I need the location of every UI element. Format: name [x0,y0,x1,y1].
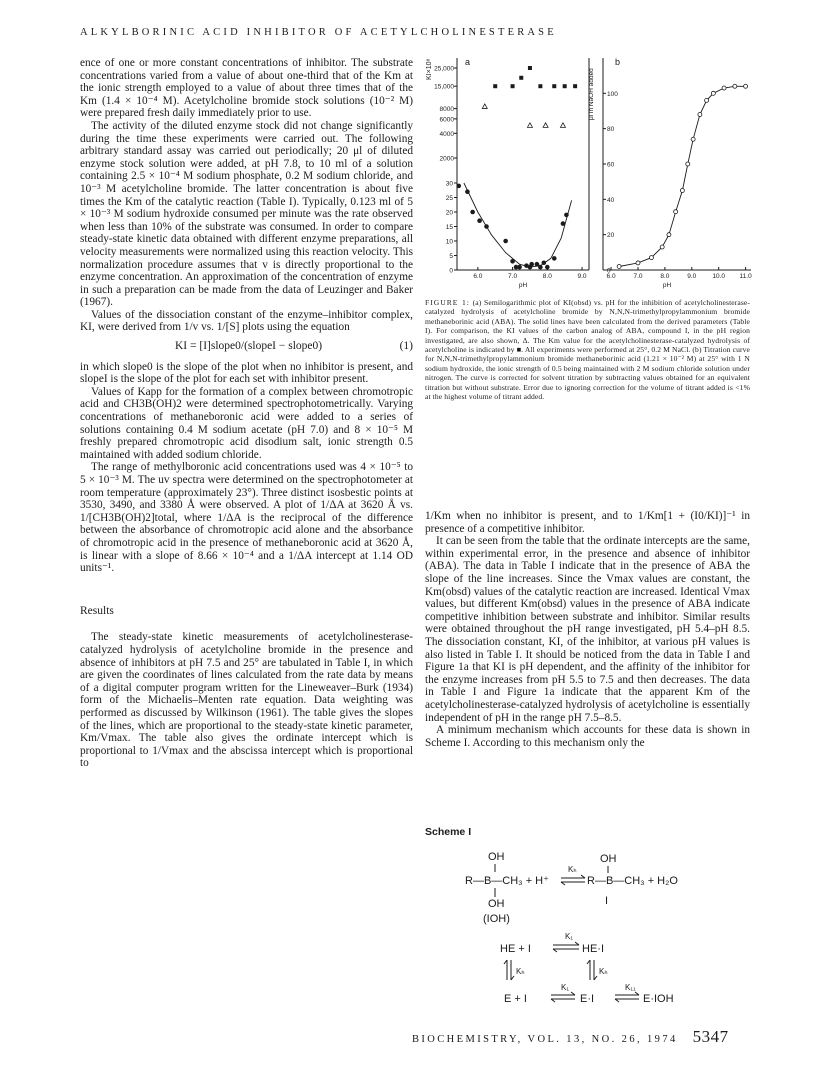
ki-aba-point [538,265,543,270]
vertical-equilibrium-arrow [587,960,597,980]
b-x-tick-label: 8.0 [660,273,670,280]
km-square-point [519,76,523,80]
equilibrium-arrow [561,875,585,885]
a-fitted-curve [464,183,572,267]
a-y-tick-label: 4000 [439,130,454,138]
equilibrium-arrow [553,942,579,952]
titration-point [649,256,653,260]
titration-point [711,91,715,95]
scheme-title: Scheme I [425,826,472,838]
a-y-tick-label: 25 [445,195,453,202]
a-y-axis-label: KI×10⁸ [426,58,433,80]
he-plus-i: HE + I [500,943,531,955]
a-y-tick-label: 2000 [439,155,454,163]
e-ioh-complex: E·IOH [643,993,674,1005]
paragraph: The steady-state kinetic measurements of acetylcholinesterase-catalyzed hydrolysis of acetylcholine bromide in the presence and absence of inhibitors at pH 7.5 and 25° are tabulated in Table I, in which are given the coordinates of lines calculated from the rate data by means of a digital computer program written for the Lineweaver–Burk (1934) form of the Michaelis–Menten rate equation. Data weighting was performed as discussed by Wilkinson (1961). The table gives the slopes of the lines, which are proportional to the steady-state kinetic parameter, Km/Vmax. The table also gives the ordinate intercept which is proportional to 1/Vmax and the abscissa intercept which is proportional to [80,631,413,770]
km-square-point [573,84,577,88]
e-plus-i: E + I [504,993,527,1005]
a-y-tick-label: 8000 [439,106,454,114]
i-label: I [605,895,609,907]
ki-aba-point [542,260,547,265]
ki-aba-point [545,265,550,270]
panel-a [426,57,589,289]
ki-aba-point [517,265,522,270]
paragraph: A minimum mechanism which accounts for these data is shown in Scheme I. According to this mechanism only the [425,724,750,749]
km-square-point [511,84,515,88]
titration-point [617,264,621,268]
a-y-tick-label: 25,000 [434,65,454,73]
paragraph: 1/Km when no inhibitor is present, and to 1/Km[1 + (I0/KI)]⁻¹ in presence of a competitive inhibitor. [425,510,750,535]
titration-point [680,189,684,193]
right-column [425,510,750,749]
km-square-point [563,84,567,88]
ki-aba-point [484,224,489,229]
paragraph: in which slope0 is the slope of the plot when no inhibitor is present, and slopeI is the slope of the plot for each set with inhibitor present. [80,360,413,386]
ioh-label: (IOH) [483,913,510,925]
a-y-tick-label: 15,000 [434,83,454,91]
equilibrium-arrow [615,992,639,1002]
titration-point [686,162,690,166]
k1-label: K₁ [565,932,574,941]
kh-left-label: Kₕ [516,967,525,976]
i-formula: R—B—CH₃ + H₂O [587,875,678,887]
oh-bottom: OH [488,898,505,910]
km-square-point [552,84,556,88]
b-y-tick-label: 40 [607,196,615,204]
running-head: ALKYLBORINIC ACID INHIBITOR OF ACETYLCHOLINESTERASE [80,27,557,38]
k-label: Kₕ [568,865,577,874]
ki-aba-point [503,239,508,244]
titration-point [698,113,702,117]
a-y-tick-label: 30 [445,180,453,188]
b-y-axis-label: μl in NaOH added [588,68,595,120]
b-y-tick-label: 80 [607,126,615,134]
caption-text: (a) Semilogarithmic plot of KI(obsd) vs. pH for the inhibition of acetylcholinesterase-catalyzed hydrolysis of acetylcholine bromide by N,N,N-trimethylpropylammonium bromide methaneborinic acid (ABA). The solid lines have been calculated from the derived parameters (Table I). For comparison, the KI values of the carbon analog of ABA, compound I, in the pH region investigated, are also shown, Δ. The Km value for the acetylcholinesterase-catalyzed hydrolysis of acetylcholine is indicated by ■. All experiments were performed at 25°, 0.2 M NaCl. (b) Titration curve for N,N,N-trimethylpropylammonium bromide methaneborinic acid (1.21 × 10⁻² M) at 25° with 1 N sodium hydroxide, the ionic strength of 0.5 being maintained with 2 M sodium chloride solution under nitrogen. The curve is corrected for solvent titration by subtracting values obtained for an equivalent titration but without substrate. Error due to ignoring correction for the volume of titrant added is <1% at the highest volume of titrant added. [425,298,750,402]
k11-label: K₁₁ [625,983,636,992]
titration-point [705,98,709,102]
a-x-tick-label: 7.0 [508,273,518,280]
ki-carbon-analog-point [543,123,548,128]
ki-aba-point [529,262,534,267]
km-square-point [528,66,532,70]
ki-aba-point [552,256,557,261]
figure-1 [425,50,755,295]
ki-aba-point [477,218,482,223]
a-x-tick-label: 9.0 [577,273,587,280]
a-y-tick-label: 5 [449,253,453,260]
titration-point [691,137,695,141]
scheme-1 [425,840,750,1025]
titration-point [674,210,678,214]
ki-aba-point [510,259,515,264]
paragraph: The range of methylboronic acid concentrations used was 4 × 10⁻⁵ to 5 × 10⁻³ M. The uv spectra were determined on the spectrophotometer at room temperature (approximately 23°). Three distinct isosbestic points at 3530, 3490, and 3380 Å were observed. A plot of 1/ΔA at 3620 Å vs. 1/[CH3B(OH)2]total, where 1/ΔA is the reciprocal of the difference between the absorbance of chromotropic acid alone and the absorbance of chromotropic acid in the presence of methaneboronic acid at 3620 Å, is linear with a slope of 8.66 × 10⁻⁴ and a 1/ΔA intercept at 1.14 OD units⁻¹. [80,461,413,575]
km-square-point [538,84,542,88]
ki-aba-point [564,213,569,218]
b-x-tick-label: 7.0 [633,273,643,280]
paragraph: It can be seen from the table that the ordinate intercepts are the same, within experimental error, in the presence and absence of inhibitor (ABA). The data in Table I indicate that in the presence of ABA the slope of the line increases. Since the Vmax values are constant, the Km(obsd) values of the catalytic reaction are increased. Identical Vmax values, but different Km(obsd) values in the presence of ABA indicate competitive inhibition between substrate and inhibitor. Similar results were obtained throughout the pH range investigated, pH 5.4–pH 8.5. The dissociation constant, KI, of the inhibitor, at various pH values is also listed in Table I. It should be noticed from the data in Table I and Figure 1a that KI is pH dependent, and the affinity of the inhibitor for the enzyme increases from pH 5.5 to 7.5 and then decreases. The data in Table I and Figure 1a indicate that the apparent Km of the acetylcholinesterase-catalyzed hydrolysis of acetylcholine is essentially independent of pH in the range pH 7.5–8.5. [425,535,750,724]
equation-number: (1) [399,340,413,353]
equation-1 [80,340,413,353]
titration-curve [619,86,746,266]
b-y-tick-label: 60 [607,161,615,169]
left-column [80,57,413,770]
titration-point [667,233,671,237]
journal-citation: BIOCHEMISTRY, VOL. 13, NO. 26, 1974 [412,1034,678,1045]
b-y-tick-label: 0 [607,267,611,275]
he-i-complex: HE·I [582,943,604,955]
ki-carbon-analog-point [560,123,565,128]
equilibrium-arrow [551,992,575,1002]
equation-text: KI = [I]slope0/(slopeI − slope0) [175,340,323,353]
page-footer [412,1027,729,1047]
paragraph: Values of Kapp for the formation of a complex between chromotropic acid and CH3B(OH)2 were determined spectrophotometrically. Varying concentrations of methaneboronic acid were added to a series of solutions containing 0.4 M sodium acetate (pH 7.0) and 8 × 10⁻⁵ M freshly prepared chromotropic acid disodium salt, ionic strength 0.5 maintained with added sodium chloride. [80,385,413,461]
a-x-axis-label: pH [518,282,528,289]
ki-carbon-analog-point [527,123,532,128]
b-x-tick-label: 6.0 [606,273,616,280]
paragraph: The activity of the diluted enzyme stock did not change significantly during the time these experiments were carried out. The following arbitrary standard assay was carried out periodically; 20 μl of diluted enzyme stock solution were added, at pH 7.8, to 10 ml of a solution containing 2.5 × 10⁻⁴ M sodium phosphate, 0.2 M sodium chloride, and 10⁻³ M acetylcholine bromide. The latter concentration is about five times the Km of the catalytic reaction (Table I). Typically, 0.123 ml of 5 × 10⁻³ M sodium hydroxide consumed per minute was the rate observed when less than 10% of the substrate was consumed. In order to compare steady-state kinetic data obtained with different enzyme preparations, all velocity measurements were normalized using this reaction velocity. This normalization procedure assumes that v is directly proportional to the enzyme concentration. An approximation of the concentration of enzyme in such a preparation can be made from the data of Leuzinger and Baker (1967). [80,119,413,309]
figure-caption [425,298,750,401]
a-x-tick-label: 6.0 [473,273,483,280]
b-y-tick-label: 100 [607,90,618,98]
a-x-tick-label: 8.0 [542,273,552,280]
b-x-tick-label: 10.0 [712,273,726,280]
titration-point [660,245,664,249]
b-x-tick-label: 11.0 [739,273,752,280]
b-x-axis-label: pH [662,282,672,289]
results-heading: Results [80,604,114,617]
b-y-tick-label: 20 [607,232,615,240]
a-y-tick-label: 20 [445,209,453,217]
caption-label: FIGURE 1: [425,298,470,307]
paragraph: ence of one or more constant concentrations of inhibitor. The substrate concentrations varied from a value of about one-third that of the Km at the ionic strength employed to a value of about three times that of the Km (1.4 × 10⁻⁴ M). Acetylcholine bromide stock solutions (10⁻² M) were prepared fresh daily immediately prior to use. [80,57,413,120]
a-y-tick-label: 15 [445,224,453,231]
ki-aba-point [470,210,475,215]
titration-point [636,261,640,265]
vertical-equilibrium-arrow [504,960,514,980]
a-y-tick-label: 6000 [439,116,454,124]
k1-label: K₁ [561,983,570,992]
panel-b [588,57,752,289]
ki-aba-point [465,189,470,194]
titration-point [722,86,726,90]
kh-right-label: Kₕ [599,967,608,976]
ki-carbon-analog-point [482,104,487,109]
e-i-complex: E·I [580,993,595,1005]
panel-a-label: a [465,57,471,67]
titration-point [744,84,748,88]
oh-top-right: OH [600,853,617,865]
a-y-tick-label: 0 [449,267,453,275]
b-x-tick-label: 9.0 [687,273,697,280]
titration-point [733,84,737,88]
ki-aba-point [561,221,566,226]
ki-aba-point [456,184,461,189]
page-number: 5347 [692,1027,729,1046]
ioh-formula: R—B—CH₃ + H⁺ [465,875,549,887]
panel-b-label: b [615,57,621,67]
paragraph: Values of the dissociation constant of the enzyme–inhibitor complex, KI, were derived from 1/v vs. 1/[S] plots using the equation [80,308,413,334]
a-y-tick-label: 10 [445,238,453,246]
oh-top-left: OH [488,851,505,863]
km-square-point [493,84,497,88]
